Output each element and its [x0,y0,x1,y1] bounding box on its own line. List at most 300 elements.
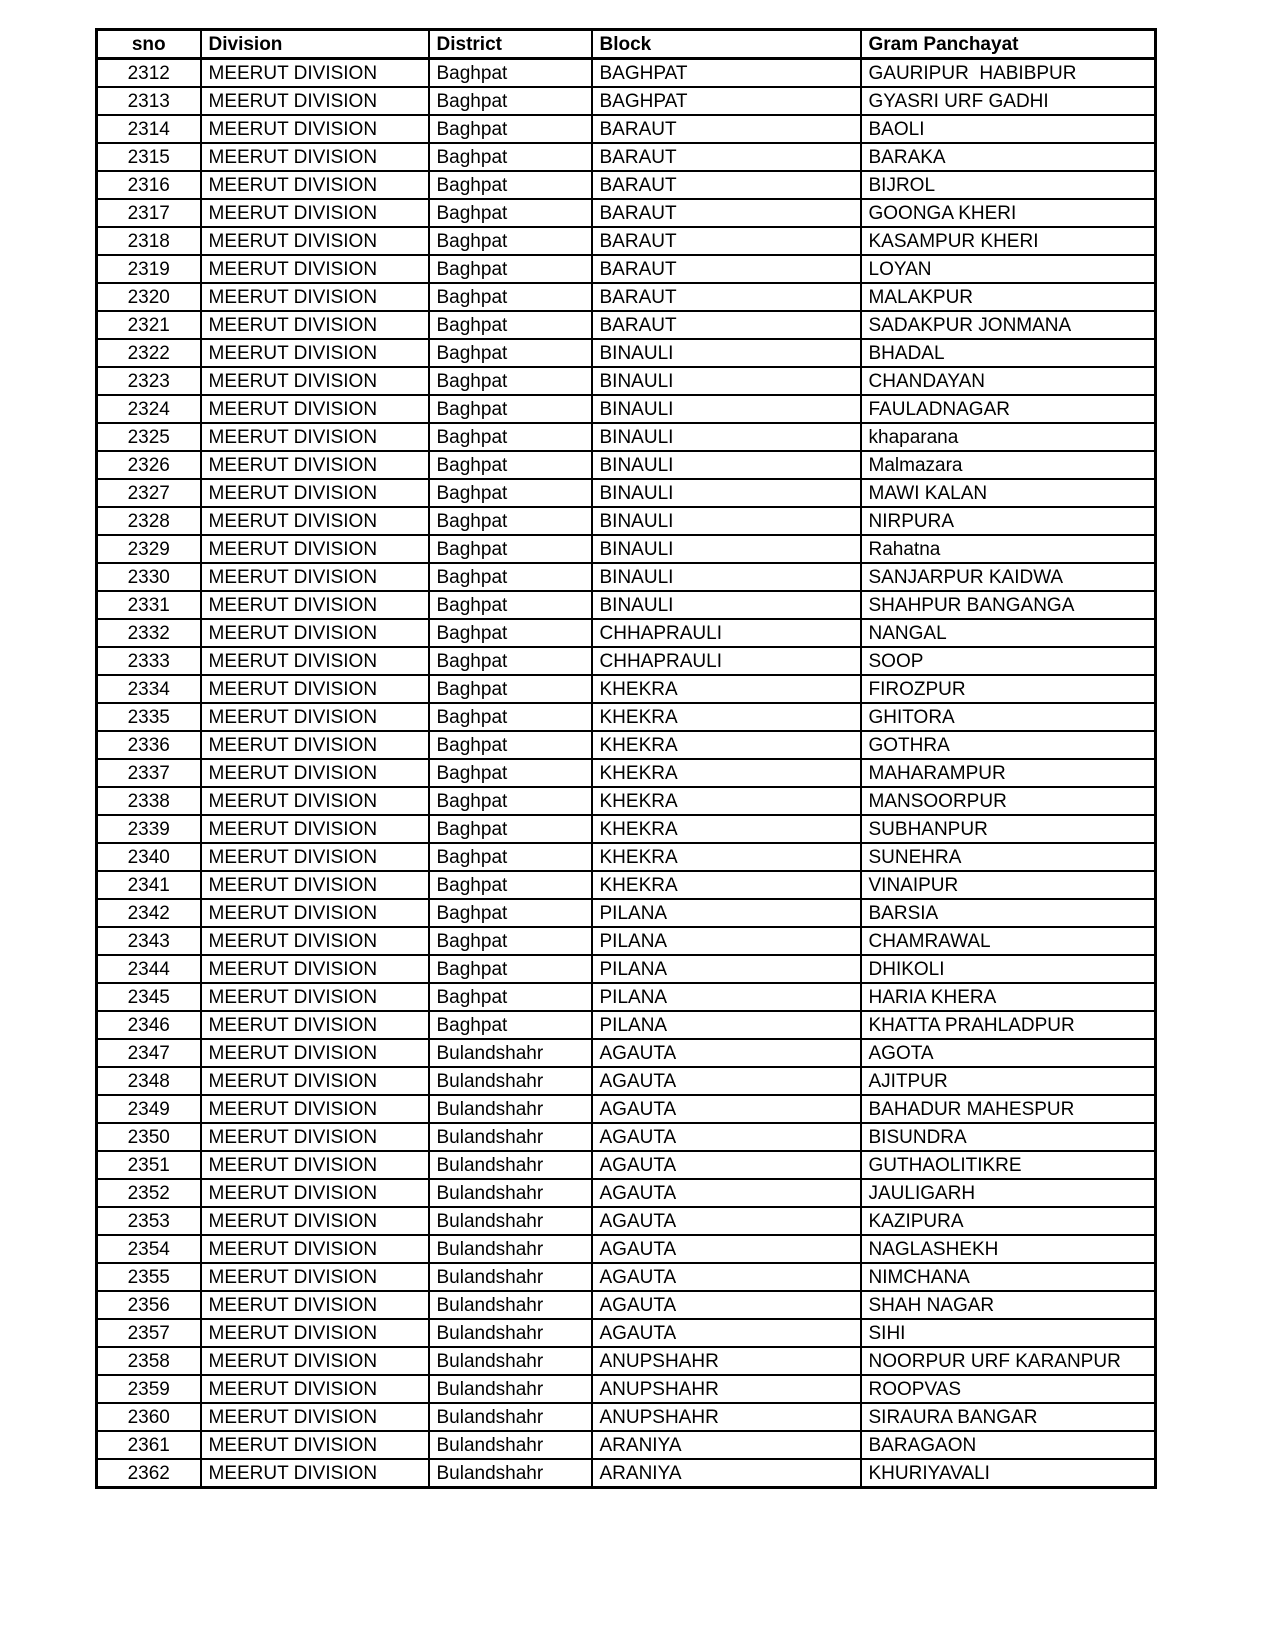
cell-block: CHHAPRAULI [592,619,861,647]
cell-block: BINAULI [592,479,861,507]
cell-block: AGAUTA [592,1207,861,1235]
cell-district: Baghpat [429,87,592,115]
cell-district: Bulandshahr [429,1207,592,1235]
gram-panchayat-table [95,28,1157,1489]
cell-gram-panchayat: GHITORA [861,703,1156,731]
cell-sno: 2336 [97,731,201,759]
cell-sno: 2330 [97,563,201,591]
cell-district: Baghpat [429,843,592,871]
cell-sno: 2362 [97,1459,201,1488]
cell-district: Baghpat [429,563,592,591]
cell-sno: 2319 [97,255,201,283]
cell-block: AGAUTA [592,1151,861,1179]
cell-block: ARANIYA [592,1431,861,1459]
cell-gram-panchayat: FAULADNAGAR [861,395,1156,423]
cell-division: MEERUT DIVISION [201,591,429,619]
cell-block: BAGHPAT [592,87,861,115]
cell-sno: 2353 [97,1207,201,1235]
cell-gram-panchayat: NAGLASHEKH [861,1235,1156,1263]
cell-gram-panchayat: SUBHANPUR [861,815,1156,843]
cell-sno: 2352 [97,1179,201,1207]
cell-sno: 2324 [97,395,201,423]
cell-block: BARAUT [592,171,861,199]
table-row [97,1123,1156,1151]
cell-sno: 2343 [97,927,201,955]
cell-block: BARAUT [592,283,861,311]
cell-division: MEERUT DIVISION [201,871,429,899]
cell-district: Baghpat [429,787,592,815]
cell-district: Baghpat [429,423,592,451]
table-row [97,1403,1156,1431]
cell-block: ANUPSHAHR [592,1403,861,1431]
cell-gram-panchayat: DHIKOLI [861,955,1156,983]
table-row [97,619,1156,647]
column-header-sno: sno [97,30,201,59]
cell-block: BINAULI [592,339,861,367]
cell-sno: 2346 [97,1011,201,1039]
table-row [97,255,1156,283]
cell-gram-panchayat: GOONGA KHERI [861,199,1156,227]
cell-block: PILANA [592,955,861,983]
cell-block: AGAUTA [592,1067,861,1095]
cell-gram-panchayat: KHURIYAVALI [861,1459,1156,1488]
cell-sno: 2354 [97,1235,201,1263]
cell-district: Bulandshahr [429,1403,592,1431]
cell-sno: 2315 [97,143,201,171]
cell-division: MEERUT DIVISION [201,1011,429,1039]
cell-district: Baghpat [429,647,592,675]
column-header-gram-panchayat: Gram Panchayat [861,30,1156,59]
cell-division: MEERUT DIVISION [201,59,429,88]
table-row [97,1207,1156,1235]
cell-gram-panchayat: HARIA KHERA [861,983,1156,1011]
cell-sno: 2322 [97,339,201,367]
cell-block: BINAULI [592,535,861,563]
cell-gram-panchayat: ROOPVAS [861,1375,1156,1403]
cell-sno: 2321 [97,311,201,339]
cell-division: MEERUT DIVISION [201,983,429,1011]
cell-district: Bulandshahr [429,1347,592,1375]
cell-block: BINAULI [592,395,861,423]
cell-sno: 2360 [97,1403,201,1431]
cell-division: MEERUT DIVISION [201,843,429,871]
cell-sno: 2342 [97,899,201,927]
cell-division: MEERUT DIVISION [201,339,429,367]
cell-gram-panchayat: FIROZPUR [861,675,1156,703]
cell-block: AGAUTA [592,1123,861,1151]
cell-gram-panchayat: SIRAURA BANGAR [861,1403,1156,1431]
cell-block: AGAUTA [592,1179,861,1207]
cell-sno: 2339 [97,815,201,843]
cell-block: ARANIYA [592,1459,861,1488]
cell-sno: 2326 [97,451,201,479]
cell-district: Baghpat [429,955,592,983]
cell-gram-panchayat: GOTHRA [861,731,1156,759]
cell-division: MEERUT DIVISION [201,1179,429,1207]
cell-gram-panchayat: KASAMPUR KHERI [861,227,1156,255]
cell-gram-panchayat: MAWI KALAN [861,479,1156,507]
cell-gram-panchayat: BARAGAON [861,1431,1156,1459]
cell-block: BINAULI [592,423,861,451]
cell-division: MEERUT DIVISION [201,479,429,507]
cell-gram-panchayat: BAOLI [861,115,1156,143]
cell-block: BINAULI [592,367,861,395]
table-row [97,507,1156,535]
cell-sno: 2351 [97,1151,201,1179]
cell-sno: 2344 [97,955,201,983]
cell-district: Bulandshahr [429,1235,592,1263]
cell-block: KHEKRA [592,703,861,731]
cell-district: Baghpat [429,815,592,843]
cell-division: MEERUT DIVISION [201,731,429,759]
cell-block: CHHAPRAULI [592,647,861,675]
table-row [97,983,1156,1011]
cell-sno: 2317 [97,199,201,227]
cell-block: KHEKRA [592,815,861,843]
cell-district: Baghpat [429,759,592,787]
table-row [97,731,1156,759]
cell-division: MEERUT DIVISION [201,815,429,843]
table-header [97,30,1156,59]
cell-division: MEERUT DIVISION [201,1347,429,1375]
column-header-division: Division [201,30,429,59]
cell-block: AGAUTA [592,1235,861,1263]
cell-gram-panchayat: SANJARPUR KAIDWA [861,563,1156,591]
cell-district: Bulandshahr [429,1319,592,1347]
cell-block: AGAUTA [592,1319,861,1347]
cell-gram-panchayat: BHADAL [861,339,1156,367]
cell-district: Bulandshahr [429,1039,592,1067]
cell-sno: 2337 [97,759,201,787]
table-row [97,367,1156,395]
cell-division: MEERUT DIVISION [201,1207,429,1235]
cell-block: BINAULI [592,591,861,619]
cell-division: MEERUT DIVISION [201,619,429,647]
cell-district: Baghpat [429,59,592,88]
table-row [97,143,1156,171]
cell-division: MEERUT DIVISION [201,759,429,787]
cell-sno: 2338 [97,787,201,815]
cell-division: MEERUT DIVISION [201,283,429,311]
cell-gram-panchayat: BISUNDRA [861,1123,1156,1151]
cell-gram-panchayat: GAURIPUR HABIBPUR [861,59,1156,88]
cell-gram-panchayat: Malmazara [861,451,1156,479]
cell-district: Bulandshahr [429,1123,592,1151]
cell-division: MEERUT DIVISION [201,1123,429,1151]
cell-block: KHEKRA [592,759,861,787]
table-row [97,591,1156,619]
cell-gram-panchayat: SIHI [861,1319,1156,1347]
cell-sno: 2325 [97,423,201,451]
cell-block: KHEKRA [592,787,861,815]
table-row [97,1347,1156,1375]
cell-district: Baghpat [429,311,592,339]
cell-district: Bulandshahr [429,1179,592,1207]
table-row [97,283,1156,311]
table-row [97,535,1156,563]
cell-block: BARAUT [592,199,861,227]
cell-division: MEERUT DIVISION [201,367,429,395]
cell-district: Bulandshahr [429,1095,592,1123]
cell-division: MEERUT DIVISION [201,1319,429,1347]
cell-gram-panchayat: SHAHPUR BANGANGA [861,591,1156,619]
table-row [97,871,1156,899]
cell-sno: 2345 [97,983,201,1011]
cell-division: MEERUT DIVISION [201,955,429,983]
cell-gram-panchayat: BIJROL [861,171,1156,199]
cell-sno: 2312 [97,59,201,88]
table-row [97,87,1156,115]
cell-division: MEERUT DIVISION [201,171,429,199]
cell-gram-panchayat: NOORPUR URF KARANPUR [861,1347,1156,1375]
cell-division: MEERUT DIVISION [201,675,429,703]
table-row [97,1011,1156,1039]
table-row [97,227,1156,255]
cell-division: MEERUT DIVISION [201,927,429,955]
cell-district: Baghpat [429,367,592,395]
cell-division: MEERUT DIVISION [201,535,429,563]
cell-gram-panchayat: KAZIPURA [861,1207,1156,1235]
cell-sno: 2358 [97,1347,201,1375]
table-row [97,1039,1156,1067]
cell-sno: 2341 [97,871,201,899]
cell-sno: 2334 [97,675,201,703]
table-row [97,955,1156,983]
table-row [97,1179,1156,1207]
table-row [97,1263,1156,1291]
cell-district: Bulandshahr [429,1459,592,1488]
cell-division: MEERUT DIVISION [201,703,429,731]
cell-division: MEERUT DIVISION [201,1403,429,1431]
cell-block: KHEKRA [592,675,861,703]
cell-sno: 2357 [97,1319,201,1347]
table-row [97,171,1156,199]
cell-division: MEERUT DIVISION [201,507,429,535]
column-header-district: District [429,30,592,59]
table-row [97,563,1156,591]
cell-district: Bulandshahr [429,1375,592,1403]
cell-sno: 2349 [97,1095,201,1123]
cell-block: PILANA [592,899,861,927]
cell-division: MEERUT DIVISION [201,1067,429,1095]
cell-division: MEERUT DIVISION [201,1459,429,1488]
cell-district: Baghpat [429,703,592,731]
cell-division: MEERUT DIVISION [201,1431,429,1459]
cell-district: Baghpat [429,395,592,423]
cell-division: MEERUT DIVISION [201,199,429,227]
cell-division: MEERUT DIVISION [201,563,429,591]
cell-gram-panchayat: JAULIGARH [861,1179,1156,1207]
cell-block: BAGHPAT [592,59,861,88]
cell-gram-panchayat: Rahatna [861,535,1156,563]
table-row [97,927,1156,955]
cell-division: MEERUT DIVISION [201,1375,429,1403]
cell-gram-panchayat: KHATTA PRAHLADPUR [861,1011,1156,1039]
cell-gram-panchayat: NANGAL [861,619,1156,647]
cell-sno: 2361 [97,1431,201,1459]
cell-district: Baghpat [429,115,592,143]
table-row [97,1095,1156,1123]
table-row [97,115,1156,143]
cell-sno: 2335 [97,703,201,731]
cell-district: Baghpat [429,479,592,507]
cell-district: Bulandshahr [429,1151,592,1179]
cell-block: KHEKRA [592,843,861,871]
cell-block: BINAULI [592,507,861,535]
cell-sno: 2333 [97,647,201,675]
cell-block: PILANA [592,1011,861,1039]
cell-district: Baghpat [429,675,592,703]
cell-district: Baghpat [429,535,592,563]
cell-district: Baghpat [429,619,592,647]
cell-division: MEERUT DIVISION [201,899,429,927]
cell-sno: 2340 [97,843,201,871]
cell-sno: 2350 [97,1123,201,1151]
cell-block: KHEKRA [592,871,861,899]
cell-division: MEERUT DIVISION [201,1151,429,1179]
cell-gram-panchayat: MAHARAMPUR [861,759,1156,787]
cell-district: Baghpat [429,1011,592,1039]
table-row [97,395,1156,423]
cell-district: Baghpat [429,283,592,311]
table-row [97,1431,1156,1459]
cell-block: ANUPSHAHR [592,1375,861,1403]
cell-gram-panchayat: SADAKPUR JONMANA [861,311,1156,339]
cell-district: Bulandshahr [429,1263,592,1291]
cell-gram-panchayat: CHAMRAWAL [861,927,1156,955]
cell-sno: 2359 [97,1375,201,1403]
cell-gram-panchayat: GYASRI URF GADHI [861,87,1156,115]
cell-sno: 2327 [97,479,201,507]
cell-gram-panchayat: SHAH NAGAR [861,1291,1156,1319]
cell-block: ANUPSHAHR [592,1347,861,1375]
table-row [97,1235,1156,1263]
cell-district: Baghpat [429,983,592,1011]
table-row [97,647,1156,675]
cell-district: Baghpat [429,731,592,759]
cell-division: MEERUT DIVISION [201,1263,429,1291]
table-row [97,815,1156,843]
cell-division: MEERUT DIVISION [201,255,429,283]
cell-district: Baghpat [429,199,592,227]
cell-block: BINAULI [592,451,861,479]
cell-gram-panchayat: MANSOORPUR [861,787,1156,815]
cell-sno: 2313 [97,87,201,115]
cell-block: BARAUT [592,311,861,339]
table-body [97,59,1156,1488]
cell-gram-panchayat: VINAIPUR [861,871,1156,899]
cell-sno: 2328 [97,507,201,535]
table-row [97,1459,1156,1488]
cell-division: MEERUT DIVISION [201,423,429,451]
column-header-block: Block [592,30,861,59]
cell-district: Baghpat [429,171,592,199]
cell-division: MEERUT DIVISION [201,143,429,171]
table-row [97,339,1156,367]
table-row [97,451,1156,479]
cell-sno: 2323 [97,367,201,395]
cell-district: Bulandshahr [429,1431,592,1459]
cell-block: BARAUT [592,227,861,255]
table-row [97,787,1156,815]
cell-block: PILANA [592,927,861,955]
cell-block: BARAUT [592,115,861,143]
cell-district: Baghpat [429,143,592,171]
cell-district: Baghpat [429,871,592,899]
cell-division: MEERUT DIVISION [201,115,429,143]
cell-gram-panchayat: AJITPUR [861,1067,1156,1095]
cell-division: MEERUT DIVISION [201,1291,429,1319]
cell-gram-panchayat: NIMCHANA [861,1263,1156,1291]
cell-gram-panchayat: NIRPURA [861,507,1156,535]
table-row [97,479,1156,507]
table-row [97,1375,1156,1403]
cell-district: Baghpat [429,451,592,479]
cell-division: MEERUT DIVISION [201,227,429,255]
table-row [97,703,1156,731]
table-row [97,675,1156,703]
cell-division: MEERUT DIVISION [201,647,429,675]
cell-gram-panchayat: MALAKPUR [861,283,1156,311]
cell-block: AGAUTA [592,1095,861,1123]
cell-division: MEERUT DIVISION [201,1235,429,1263]
table-row [97,1291,1156,1319]
cell-district: Baghpat [429,255,592,283]
cell-block: PILANA [592,983,861,1011]
cell-sno: 2332 [97,619,201,647]
cell-gram-panchayat: CHANDAYAN [861,367,1156,395]
cell-sno: 2318 [97,227,201,255]
cell-division: MEERUT DIVISION [201,395,429,423]
table-row [97,311,1156,339]
cell-gram-panchayat: AGOTA [861,1039,1156,1067]
table-row [97,843,1156,871]
cell-division: MEERUT DIVISION [201,787,429,815]
cell-sno: 2329 [97,535,201,563]
cell-division: MEERUT DIVISION [201,1039,429,1067]
cell-sno: 2355 [97,1263,201,1291]
cell-gram-panchayat: GUTHAOLITIKRE [861,1151,1156,1179]
table-row [97,1151,1156,1179]
cell-division: MEERUT DIVISION [201,1095,429,1123]
cell-district: Baghpat [429,591,592,619]
table-row [97,1067,1156,1095]
table-row [97,1319,1156,1347]
cell-sno: 2347 [97,1039,201,1067]
cell-sno: 2348 [97,1067,201,1095]
cell-gram-panchayat: BARAKA [861,143,1156,171]
cell-district: Bulandshahr [429,1067,592,1095]
cell-block: BARAUT [592,255,861,283]
cell-district: Baghpat [429,507,592,535]
cell-block: AGAUTA [592,1291,861,1319]
cell-sno: 2331 [97,591,201,619]
table-row [97,59,1156,88]
cell-division: MEERUT DIVISION [201,87,429,115]
cell-district: Baghpat [429,927,592,955]
cell-district: Baghpat [429,339,592,367]
cell-block: BARAUT [592,143,861,171]
table-row [97,423,1156,451]
cell-block: AGAUTA [592,1039,861,1067]
cell-block: AGAUTA [592,1263,861,1291]
cell-division: MEERUT DIVISION [201,451,429,479]
cell-gram-panchayat: BARSIA [861,899,1156,927]
cell-sno: 2314 [97,115,201,143]
cell-sno: 2316 [97,171,201,199]
cell-gram-panchayat: SOOP [861,647,1156,675]
cell-division: MEERUT DIVISION [201,311,429,339]
